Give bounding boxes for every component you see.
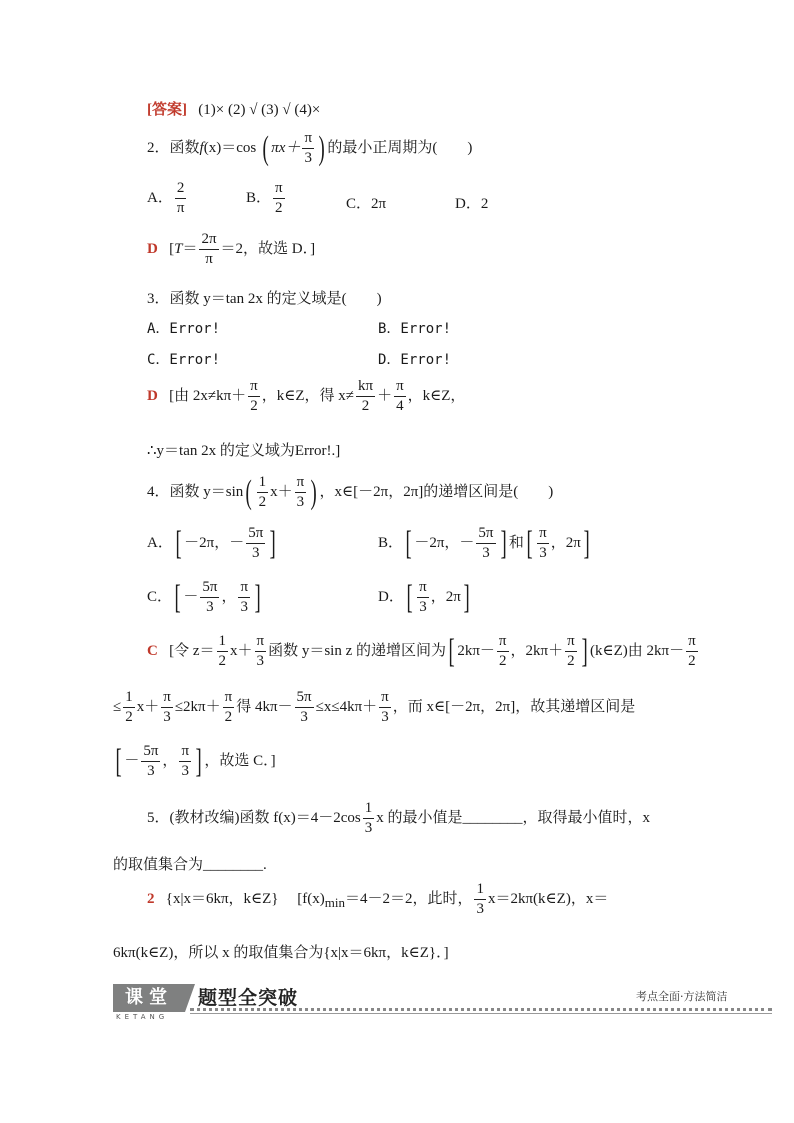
left-paren: (	[262, 129, 269, 167]
q3-option-d: D．Error!	[378, 352, 452, 368]
q4-solution-2: ≤ $\frac{1}{2}$ x＋ $\frac{\pi}{3}$ ≤2kπ＋ $\frac{\pi}{2}$ 得 4kπ－ $\frac{5\pi}{3}$ ≤x≤4kπ＋ $\frac{\pi}{3}$ ，而 x∈[－2π，2π]，故其递增区间是	[113, 689, 636, 725]
section-banner-sub: KETANG	[116, 1013, 169, 1021]
question-3-stem: 3．函数 y＝tan 2x 的定义域是( )	[147, 291, 382, 307]
answer-tag: [答案]	[147, 102, 187, 118]
q2-sol-fraction: $\frac{2\pi}{\pi}$	[201, 231, 217, 267]
answer-line	[147, 98, 320, 119]
q2-text-c: 的最小正周期为( )	[327, 139, 473, 156]
q4-answer: C	[147, 642, 158, 659]
section-banner-box: 课堂	[113, 984, 185, 1012]
q5-solution-1: 2 {x|x＝6kπ，k∈Z} [$f(x)_{min}=4-2=2$，此时， $\frac{1}{3}$ x＝2kπ(k∈Z)，x＝	[147, 881, 609, 917]
q2-fraction: $\frac{\pi}{3}$	[304, 130, 313, 166]
answer-text: (1)× (2) √ (3) √ (4)×	[198, 102, 321, 118]
q2-a-fraction: $\frac{2}{\pi}$	[176, 180, 185, 216]
q2-answer: D	[147, 240, 158, 257]
q4-option-d: D．[ $\frac{\pi}{3}$ ，2π]	[378, 578, 470, 616]
banner-rule	[190, 1013, 772, 1014]
q2-number: 2．	[147, 139, 170, 156]
section-banner-title: 题型全突破	[198, 987, 299, 1009]
q3-option-b: B．Error!	[378, 321, 452, 337]
q3-option-a: A．Error!	[147, 321, 221, 337]
q4-solution-1: C [令 z＝ $\frac{1}{2}$ x＋ $\frac{\pi}{3}$ 函数 y＝sin z 的递增区间为[ 2kπ－ $\frac{\pi}{2}$ ，2kπ＋ $\frac{\pi}{2}$ ] (k∈Z)由 2kπ－ $\frac{\pi}{2}$	[147, 632, 696, 670]
question-4-stem: 4．函数 y＝sin( $\frac{1}{2}$ x＋ $\frac{\pi}{3}$ ) ，x∈[－2π，2π]的递增区间是( )	[147, 473, 554, 511]
q4-option-c: C．[ － $\frac{5\pi}{3}$ ， $\frac{\pi}{3}$ ]	[147, 578, 261, 616]
q2-text-b: (x)＝cos	[203, 139, 257, 156]
q2-option-c: C．2π	[346, 196, 387, 212]
q4-solution-3: [ － $\frac{5\pi}{3}$ ， $\frac{\pi}{3}$ ] ，故选 C．]	[115, 742, 276, 780]
q3-option-c: C．Error!	[147, 352, 221, 368]
q3-solution-2: ∴y＝tan 2x 的定义域为Error!.]	[147, 443, 341, 459]
section-banner-slogan: 考点全面·方法简洁	[636, 990, 728, 1003]
q3-answer: D	[147, 387, 158, 404]
question-2-stem	[147, 131, 472, 166]
question-5-stem: 5．(教材改编)函数 f(x)＝4－2cos $\frac{1}{3}$ x 的最小值是________，取得最小值时，x	[147, 800, 650, 836]
q2-solution: D [T＝ $\frac{2\pi}{\pi}$ ＝2，故选 D．]	[147, 231, 316, 267]
q3-solution-1: D [由 2x≠kπ＋ $\frac{\pi}{2}$ ，k∈Z，得 x≠ $\frac{k\pi}{2}$ ＋ $\frac{\pi}{4}$ ，k∈Z，	[147, 378, 466, 414]
q2-inner: πx＋	[271, 139, 301, 156]
q2-option-b: B． $\frac{\pi}{2}$	[246, 180, 283, 216]
right-paren: )	[318, 129, 325, 167]
q5-solution-2: 6kπ(k∈Z)，所以 x 的取值集合为{x|x＝6kπ，k∈Z}．]	[113, 945, 449, 961]
q2-b-fraction: $\frac{\pi}{2}$	[275, 180, 283, 216]
question-5-stem-2: 的取值集合为________.	[113, 857, 267, 873]
q4-option-b: B．[ －2π，－ $\frac{5\pi}{3}$ ] 和[ $\frac{\pi}{3}$ ，2π]	[378, 524, 590, 562]
banner-dotted-rule	[190, 1008, 772, 1011]
q4-option-a: A．[ －2π，－ $\frac{5\pi}{3}$ ]	[147, 524, 277, 562]
q2-text: 函数	[169, 139, 200, 156]
q2-option-a: A． $\frac{2}{\pi}$	[147, 180, 185, 216]
q2-f: f	[199, 139, 204, 156]
q5-answer: 2	[147, 890, 155, 907]
q2-option-d: D．2	[455, 196, 489, 212]
